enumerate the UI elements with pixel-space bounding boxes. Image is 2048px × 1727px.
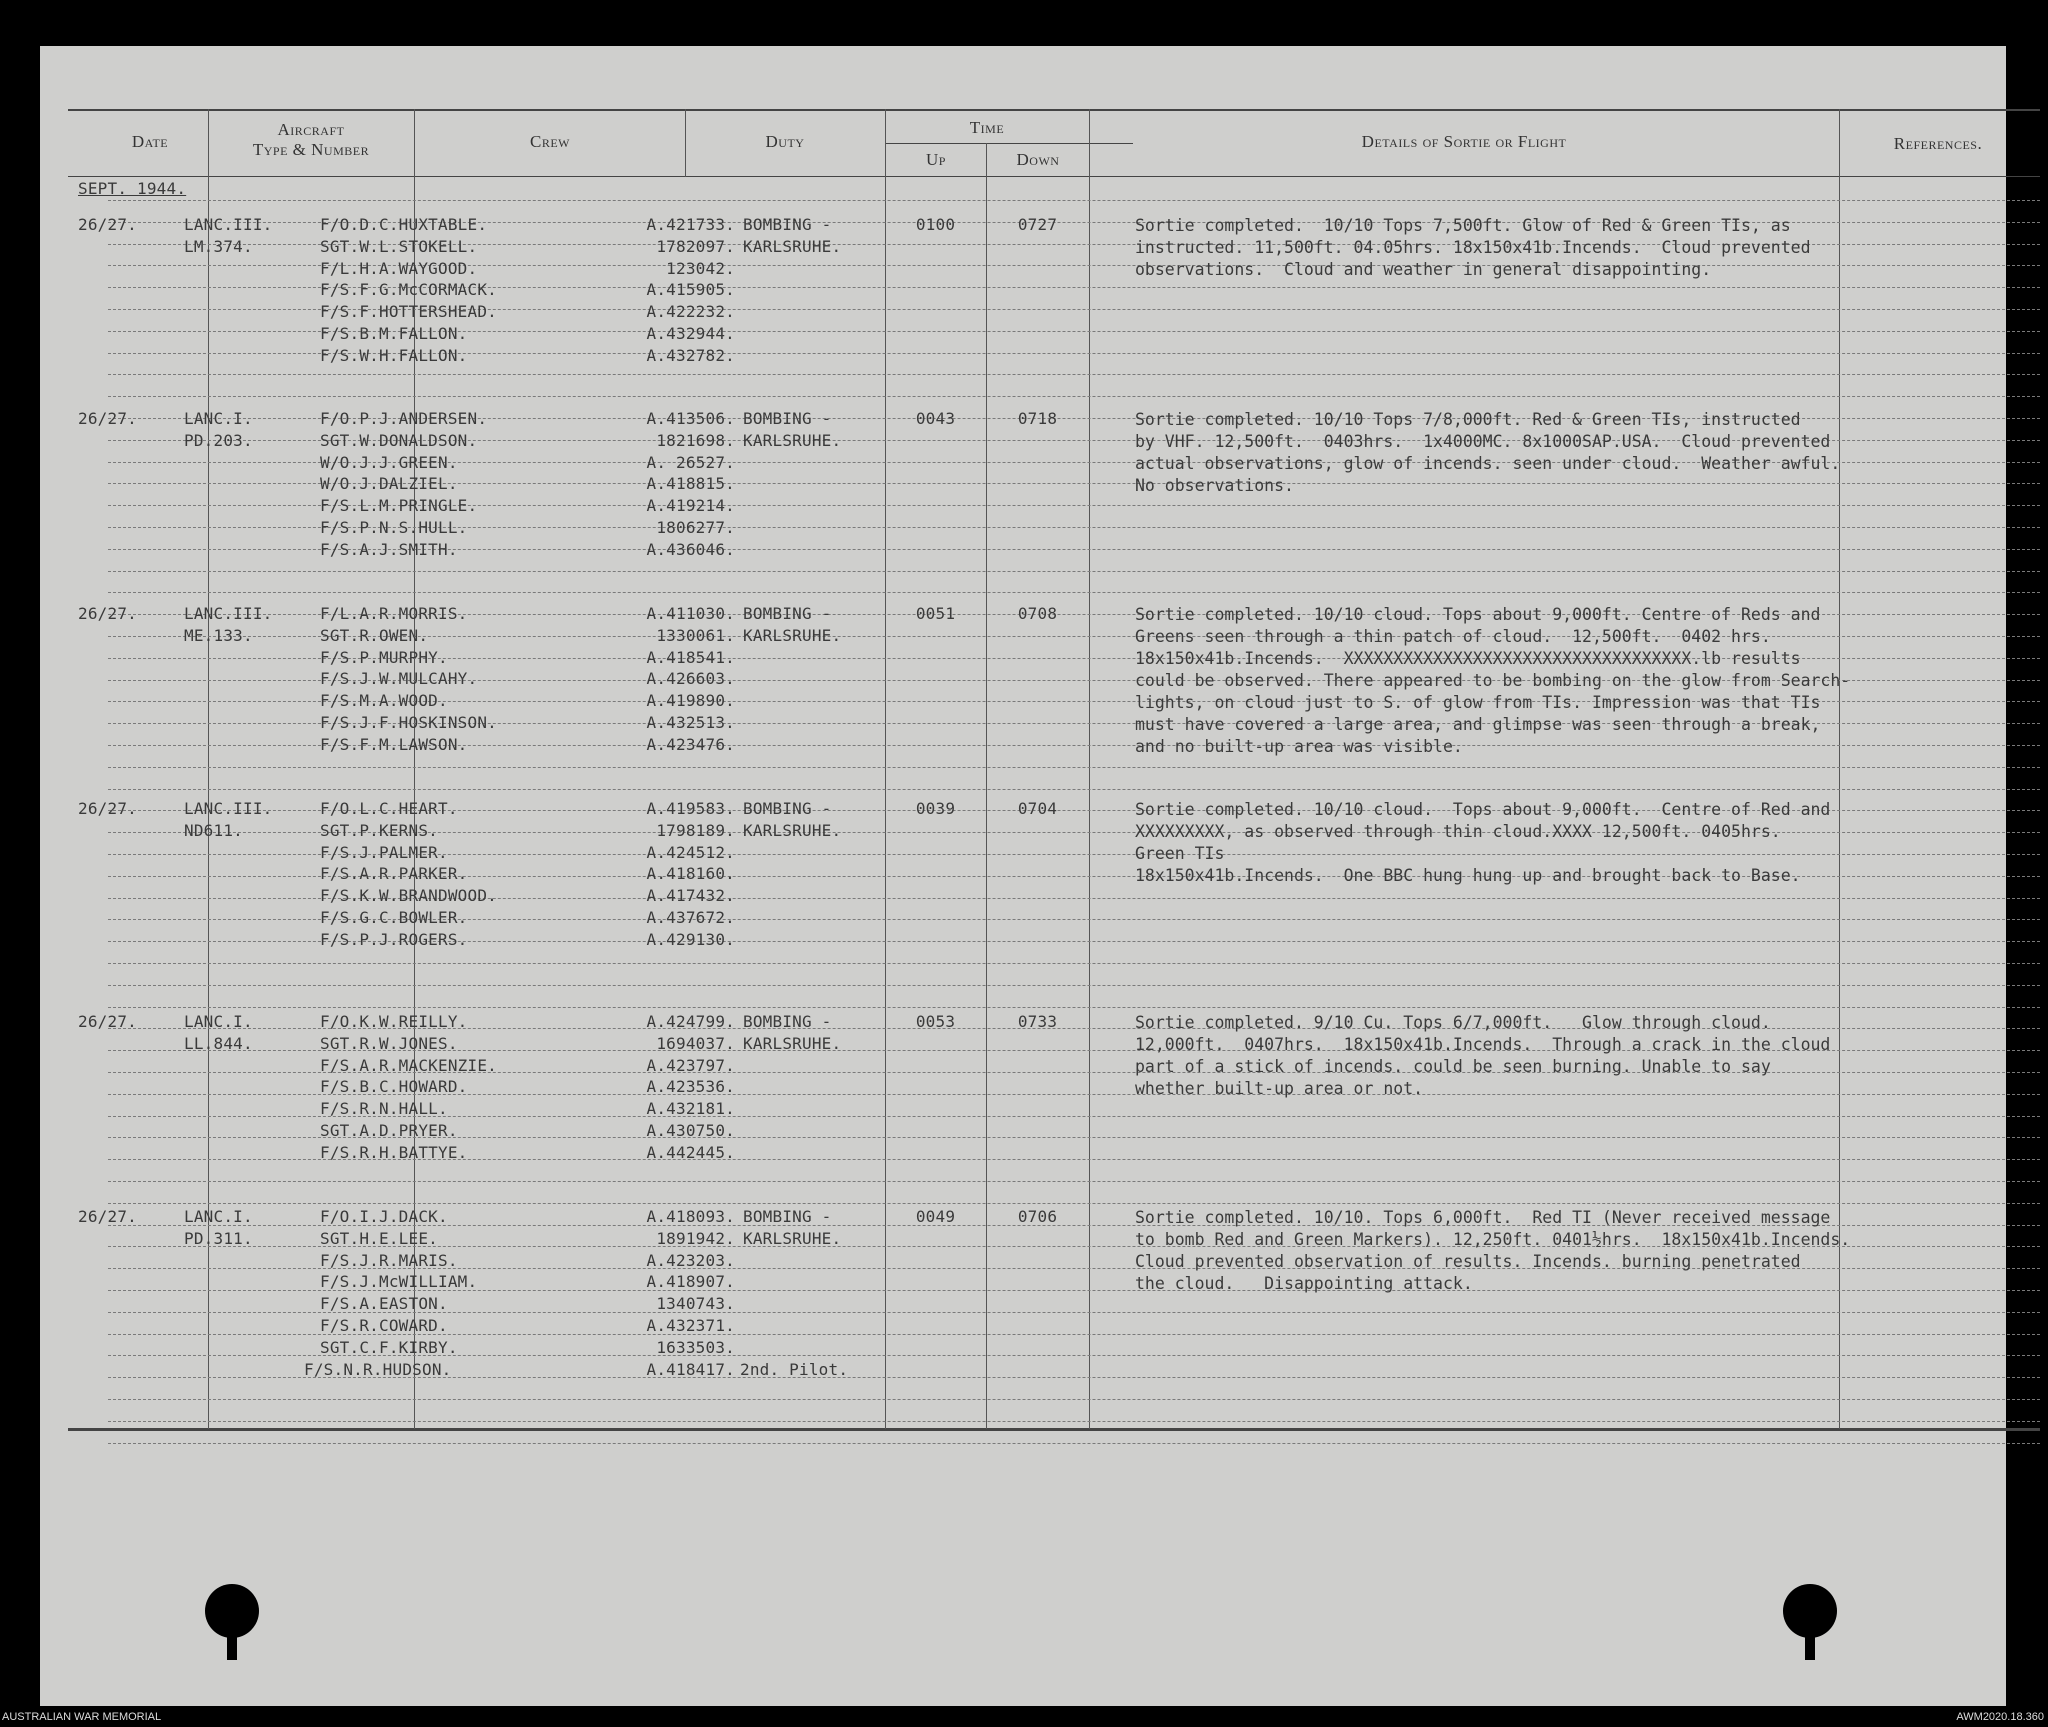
ruled-line bbox=[108, 985, 2040, 986]
crew-number: A.432513. bbox=[646, 713, 735, 732]
crew-name: F/S.F.M.LAWSON. bbox=[320, 734, 468, 754]
crew-number: 1782097. bbox=[656, 236, 735, 256]
crew-number: A.423797. bbox=[646, 1055, 735, 1075]
time-down: 0727 bbox=[1017, 215, 1058, 234]
crew-number: A.432371. bbox=[646, 1316, 735, 1335]
crew-number: 1891942. bbox=[656, 1228, 735, 1248]
crew-name: F/S.N.R.HUDSON. bbox=[304, 1359, 452, 1379]
col-rule-down bbox=[1089, 109, 1090, 1429]
aircraft-type: LANC.I. bbox=[184, 1207, 253, 1226]
crew-number: A.418093. bbox=[646, 1207, 735, 1226]
sortie-date: 26/27. bbox=[78, 409, 137, 428]
crew-name: F/S.F.G.McCORMACK. bbox=[320, 280, 497, 300]
crew-name: SGT.P.KERNS. bbox=[320, 820, 438, 840]
crew-number: 1798189. bbox=[656, 820, 735, 840]
aircraft-number: ME.133. bbox=[184, 625, 253, 645]
detail-line: Sortie completed. 10/10 Tops 7/8,000ft. Red & Green TIs, instructed bbox=[1135, 410, 1801, 429]
detail-line: Sortie completed. 10/10 Tops 7,500ft. Glow of Red & Green TIs, as bbox=[1135, 216, 1791, 235]
header-crew: Crew bbox=[530, 132, 570, 151]
header-aircraft bbox=[216, 120, 406, 160]
ruled-line bbox=[108, 1399, 2040, 1400]
ruled-line bbox=[108, 374, 2040, 375]
crew-name: F/S.G.C.BOWLER. bbox=[320, 908, 468, 927]
aircraft-type: LANC.III. bbox=[184, 604, 273, 623]
duty-line: BOMBING - bbox=[743, 799, 832, 818]
crew-number: A.421733. bbox=[646, 215, 735, 234]
crew-number: A.423476. bbox=[646, 734, 735, 754]
crew-name: F/S.W.H.FALLON. bbox=[320, 345, 468, 365]
ruled-line bbox=[108, 396, 2040, 397]
crew-role-note: 2nd. Pilot. bbox=[740, 1359, 849, 1379]
crew-name: F/S.J.F.HOSKINSON. bbox=[320, 713, 497, 732]
crew-number: A.418160. bbox=[646, 864, 735, 884]
detail-line: Sortie completed. 9/10 Cu. Tops 6/7,000ft. Glow through cloud. bbox=[1135, 1013, 1771, 1032]
crew-name: F/S.R.H.BATTYE. bbox=[320, 1142, 468, 1162]
header-top-rule bbox=[68, 109, 2040, 111]
crew-number: 1340743. bbox=[656, 1294, 735, 1314]
crew-name: F/S.F.HOTTERSHEAD. bbox=[320, 302, 497, 322]
detail-line: XXXXXXXXX, as observed through thin cloud.XXXX 12,500ft. 0405hrs. bbox=[1135, 822, 1781, 841]
duty-line: BOMBING - bbox=[743, 604, 832, 623]
crew-name: SGT.W.L.STOKELL. bbox=[320, 236, 478, 256]
crew-number: A.419583. bbox=[646, 799, 735, 818]
aircraft-number: LL.844. bbox=[184, 1033, 253, 1053]
time-up: 0043 bbox=[915, 409, 956, 428]
time-down: 0718 bbox=[1017, 409, 1058, 428]
crew-name: F/L.A.R.MORRIS. bbox=[320, 604, 468, 623]
detail-line: by VHF. 12,500ft. 0403hrs. 1x4000MC. 8x1000SAP.USA. Cloud prevented bbox=[1135, 432, 1831, 451]
time-up: 0053 bbox=[915, 1012, 956, 1031]
crew-number: A.413506. bbox=[646, 409, 735, 428]
crew-name: F/O.I.J.DACK. bbox=[320, 1207, 448, 1226]
crew-name: F/S.J.R.MARIS. bbox=[320, 1250, 458, 1270]
crew-name: F/L.H.A.WAYGOOD. bbox=[320, 258, 478, 278]
crew-name: W/O.J.J.GREEN. bbox=[320, 452, 458, 472]
aircraft-type: LANC.I. bbox=[184, 1012, 253, 1031]
crew-name: F/O.L.C.HEART. bbox=[320, 799, 458, 818]
crew-number: A.417432. bbox=[646, 886, 735, 906]
crew-name: F/S.A.J.SMITH. bbox=[320, 539, 458, 559]
header-references: References. bbox=[1893, 134, 1983, 153]
detail-line: observations. Cloud and weather in general disappointing. bbox=[1135, 260, 1712, 279]
crew-number: A.419890. bbox=[646, 691, 735, 711]
detail-line: 18x150x41b.Incends. One BBC hung hung up and brought back to Base. bbox=[1135, 866, 1801, 885]
crew-number: A.430750. bbox=[646, 1121, 735, 1140]
header-bottom-rule bbox=[68, 176, 2040, 177]
header-details: Details of Sortie or Flight bbox=[1361, 132, 1567, 151]
duty-line: BOMBING - bbox=[743, 215, 832, 234]
ruled-line bbox=[108, 1181, 2040, 1182]
crew-name: F/S.J.McWILLIAM. bbox=[320, 1272, 478, 1292]
ruled-line bbox=[108, 1443, 2040, 1444]
time-down: 0704 bbox=[1017, 799, 1058, 818]
detail-line: No observations. bbox=[1135, 476, 1294, 495]
detail-line: could be observed. There appeared to be bombing on the glow from Search- bbox=[1135, 671, 1851, 690]
ruled-line bbox=[108, 1421, 2040, 1422]
detail-line: must have covered a large area, and glimpse was seen through a break, bbox=[1135, 715, 1821, 734]
detail-line: 18x150x41b.Incends. XXXXXXXXXXXXXXXXXXXXXXXXXXXXXXXXXXX.lb results bbox=[1135, 649, 1801, 668]
detail-line: the cloud. Disappointing attack. bbox=[1135, 1274, 1473, 1293]
detail-line: actual observations, glow of incends. seen under cloud. Weather awful. bbox=[1135, 454, 1841, 473]
duty-line: KARLSRUHE. bbox=[743, 236, 842, 256]
crew-number: A.418815. bbox=[646, 474, 735, 494]
duty-line: KARLSRUHE. bbox=[743, 1033, 842, 1053]
crew-number: A. 26527. bbox=[646, 452, 735, 472]
binder-hole-right-slot bbox=[1805, 1630, 1815, 1660]
crew-name: F/S.P.MURPHY. bbox=[320, 647, 448, 667]
ruled-line bbox=[108, 571, 2040, 572]
detail-line: instructed. 11,500ft. 04.05hrs. 18x150x41b.Incends. Cloud prevented bbox=[1135, 238, 1811, 257]
crew-name: W/O.J.DALZIEL. bbox=[320, 474, 458, 494]
detail-line: 12,000ft. 0407hrs. 18x150x41b.Incends. Through a crack in the cloud bbox=[1135, 1035, 1831, 1054]
col-rule-up bbox=[986, 143, 987, 1429]
crew-number: 123042. bbox=[666, 258, 735, 278]
aircraft-type: LANC.III. bbox=[184, 215, 273, 234]
detail-line: whether built-up area or not. bbox=[1135, 1079, 1424, 1098]
crew-name: F/S.B.C.HOWARD. bbox=[320, 1077, 468, 1097]
header-date: Date bbox=[131, 132, 169, 151]
crew-number: A.424512. bbox=[646, 842, 735, 862]
crew-name: F/O.D.C.HUXTABLE. bbox=[320, 215, 488, 234]
sortie-date: 26/27. bbox=[78, 215, 137, 234]
sortie-date: 26/27. bbox=[78, 1207, 137, 1226]
crew-name: SGT.R.OWEN. bbox=[320, 625, 429, 645]
binder-hole-left-slot bbox=[227, 1630, 237, 1660]
crew-name: F/S.J.PALMER. bbox=[320, 842, 448, 862]
sortie-date: 26/27. bbox=[78, 604, 137, 623]
col-rule-crew bbox=[685, 109, 686, 177]
crew-number: 1821698. bbox=[656, 430, 735, 450]
crew-name: F/S.P.J.ROGERS. bbox=[320, 929, 468, 949]
crew-number: A.418417. bbox=[646, 1359, 735, 1379]
crew-number: A.418907. bbox=[646, 1272, 735, 1292]
duty-line: BOMBING - bbox=[743, 1012, 832, 1031]
crew-number: A.423203. bbox=[646, 1250, 735, 1270]
duty-line: KARLSRUHE. bbox=[743, 625, 842, 645]
ruled-line bbox=[108, 200, 2040, 201]
crew-number: A.432782. bbox=[646, 345, 735, 365]
crew-number: A.411030. bbox=[646, 604, 735, 623]
detail-line: to bomb Red and Green Markers). 12,250ft. 0401½hrs. 18x150x41b.Incends. bbox=[1135, 1230, 1851, 1249]
table-bottom-rule bbox=[68, 1428, 2040, 1431]
header-aircraft-line2: Type & Number bbox=[252, 140, 370, 159]
duty-line: KARLSRUHE. bbox=[743, 1228, 842, 1248]
footer-reference: AWM2020.18.360 bbox=[1956, 1711, 2044, 1723]
duty-line: BOMBING - bbox=[743, 1207, 832, 1226]
header-time: Time bbox=[969, 118, 1005, 137]
sortie-date: 26/27. bbox=[78, 799, 137, 818]
time-up: 0049 bbox=[915, 1207, 956, 1226]
aircraft-number: PD.311. bbox=[184, 1228, 253, 1248]
crew-number: 1806277. bbox=[656, 518, 735, 537]
detail-line: Greens seen through a thin patch of cloud. 12,500ft. 0402 hrs. bbox=[1135, 627, 1771, 646]
crew-name: F/S.J.W.MULCAHY. bbox=[320, 669, 478, 689]
crew-number: 1330061. bbox=[656, 625, 735, 645]
crew-number: A.442445. bbox=[646, 1142, 735, 1162]
ruled-line bbox=[108, 767, 2040, 768]
crew-name: SGT.A.D.PRYER. bbox=[320, 1121, 458, 1140]
ruled-line bbox=[108, 1007, 2040, 1008]
crew-number: A.426603. bbox=[646, 669, 735, 689]
crew-name: F/S.A.R.PARKER. bbox=[320, 864, 468, 884]
duty-line: KARLSRUHE. bbox=[743, 820, 842, 840]
time-down: 0706 bbox=[1017, 1207, 1058, 1226]
month-label: SEPT. 1944. bbox=[78, 179, 187, 198]
duty-line: BOMBING - bbox=[743, 409, 832, 428]
crew-name: F/O.K.W.REILLY. bbox=[320, 1012, 468, 1031]
crew-name: F/S.R.N.HALL. bbox=[320, 1099, 448, 1119]
detail-line: Sortie completed. 10/10. Tops 6,000ft. Red TI (Never received message bbox=[1135, 1208, 1831, 1227]
crew-number: A.419214. bbox=[646, 496, 735, 516]
aircraft-number: PD.203. bbox=[184, 430, 253, 450]
crew-name: F/S.B.M.FALLON. bbox=[320, 324, 468, 343]
crew-number: A.429130. bbox=[646, 929, 735, 949]
detail-line: Cloud prevented observation of results. Incends. burning penetrated bbox=[1135, 1252, 1801, 1271]
crew-number: A.418541. bbox=[646, 647, 735, 667]
crew-name: SGT.H.E.LEE. bbox=[320, 1228, 438, 1248]
crew-number: A.432181. bbox=[646, 1099, 735, 1119]
time-down: 0708 bbox=[1017, 604, 1058, 623]
aircraft-number: ND611. bbox=[184, 820, 243, 840]
aircraft-type: LANC.III. bbox=[184, 799, 273, 818]
header-duty: Duty bbox=[765, 132, 805, 151]
footer-credit: AUSTRALIAN WAR MEMORIAL bbox=[2, 1711, 162, 1723]
crew-name: F/S.M.A.WOOD. bbox=[320, 691, 448, 711]
detail-line: part of a stick of incends. could be seen burning. Unable to say bbox=[1135, 1057, 1771, 1076]
crew-number: A.436046. bbox=[646, 539, 735, 559]
duty-line: KARLSRUHE. bbox=[743, 430, 842, 450]
sortie-date: 26/27. bbox=[78, 1012, 137, 1031]
ruled-line bbox=[108, 592, 2040, 593]
crew-name: F/S.A.R.MACKENZIE. bbox=[320, 1055, 497, 1075]
col-rule-duty bbox=[885, 109, 886, 1429]
ruled-line bbox=[108, 1203, 2040, 1204]
time-up: 0051 bbox=[915, 604, 956, 623]
time-up: 0039 bbox=[915, 799, 956, 818]
detail-line: Sortie completed. 10/10 cloud. Tops about 9,000ft. Centre of Reds and bbox=[1135, 605, 1821, 624]
crew-number: A.415905. bbox=[646, 280, 735, 300]
aircraft-number: LM.374. bbox=[184, 236, 253, 256]
crew-number: A.424799. bbox=[646, 1012, 735, 1031]
detail-line: lights, on cloud just to S. of glow from TIs. Impression was that TIs bbox=[1135, 693, 1821, 712]
crew-number: A.432944. bbox=[646, 324, 735, 343]
crew-number: A.422232. bbox=[646, 302, 735, 322]
crew-name: SGT.R.W.JONES. bbox=[320, 1033, 458, 1053]
crew-name: F/S.L.M.PRINGLE. bbox=[320, 496, 478, 516]
crew-name: F/S.R.COWARD. bbox=[320, 1316, 448, 1335]
header-down: Down bbox=[1016, 150, 1060, 169]
crew-name: SGT.W.DONALDSON. bbox=[320, 430, 478, 450]
crew-number: 1633503. bbox=[656, 1337, 735, 1357]
record-sheet bbox=[40, 46, 2006, 1706]
crew-name: F/S.P.N.S.HULL. bbox=[320, 518, 468, 537]
header-up: Up bbox=[926, 150, 946, 169]
detail-line: and no built-up area was visible. bbox=[1135, 737, 1463, 756]
crew-name: SGT.C.F.KIRBY. bbox=[320, 1337, 458, 1357]
crew-number: 1694037. bbox=[656, 1033, 735, 1053]
ruled-line bbox=[108, 789, 2040, 790]
time-down: 0733 bbox=[1017, 1012, 1058, 1031]
aircraft-type: LANC.I. bbox=[184, 409, 253, 428]
crew-number: A.437672. bbox=[646, 908, 735, 927]
crew-number: A.423536. bbox=[646, 1077, 735, 1097]
crew-name: F/S.K.W.BRANDWOOD. bbox=[320, 886, 497, 906]
header-aircraft-line1: Aircraft bbox=[277, 120, 345, 139]
detail-line: Sortie completed. 10/10 cloud. Tops about 9,000ft. Centre of Red and bbox=[1135, 800, 1831, 819]
detail-line: Green TIs bbox=[1135, 844, 1225, 863]
crew-name: F/S.A.EASTON. bbox=[320, 1294, 448, 1314]
time-up: 0100 bbox=[915, 215, 956, 234]
crew-name: F/O.P.J.ANDERSEN. bbox=[320, 409, 488, 428]
ruled-line bbox=[108, 963, 2040, 964]
